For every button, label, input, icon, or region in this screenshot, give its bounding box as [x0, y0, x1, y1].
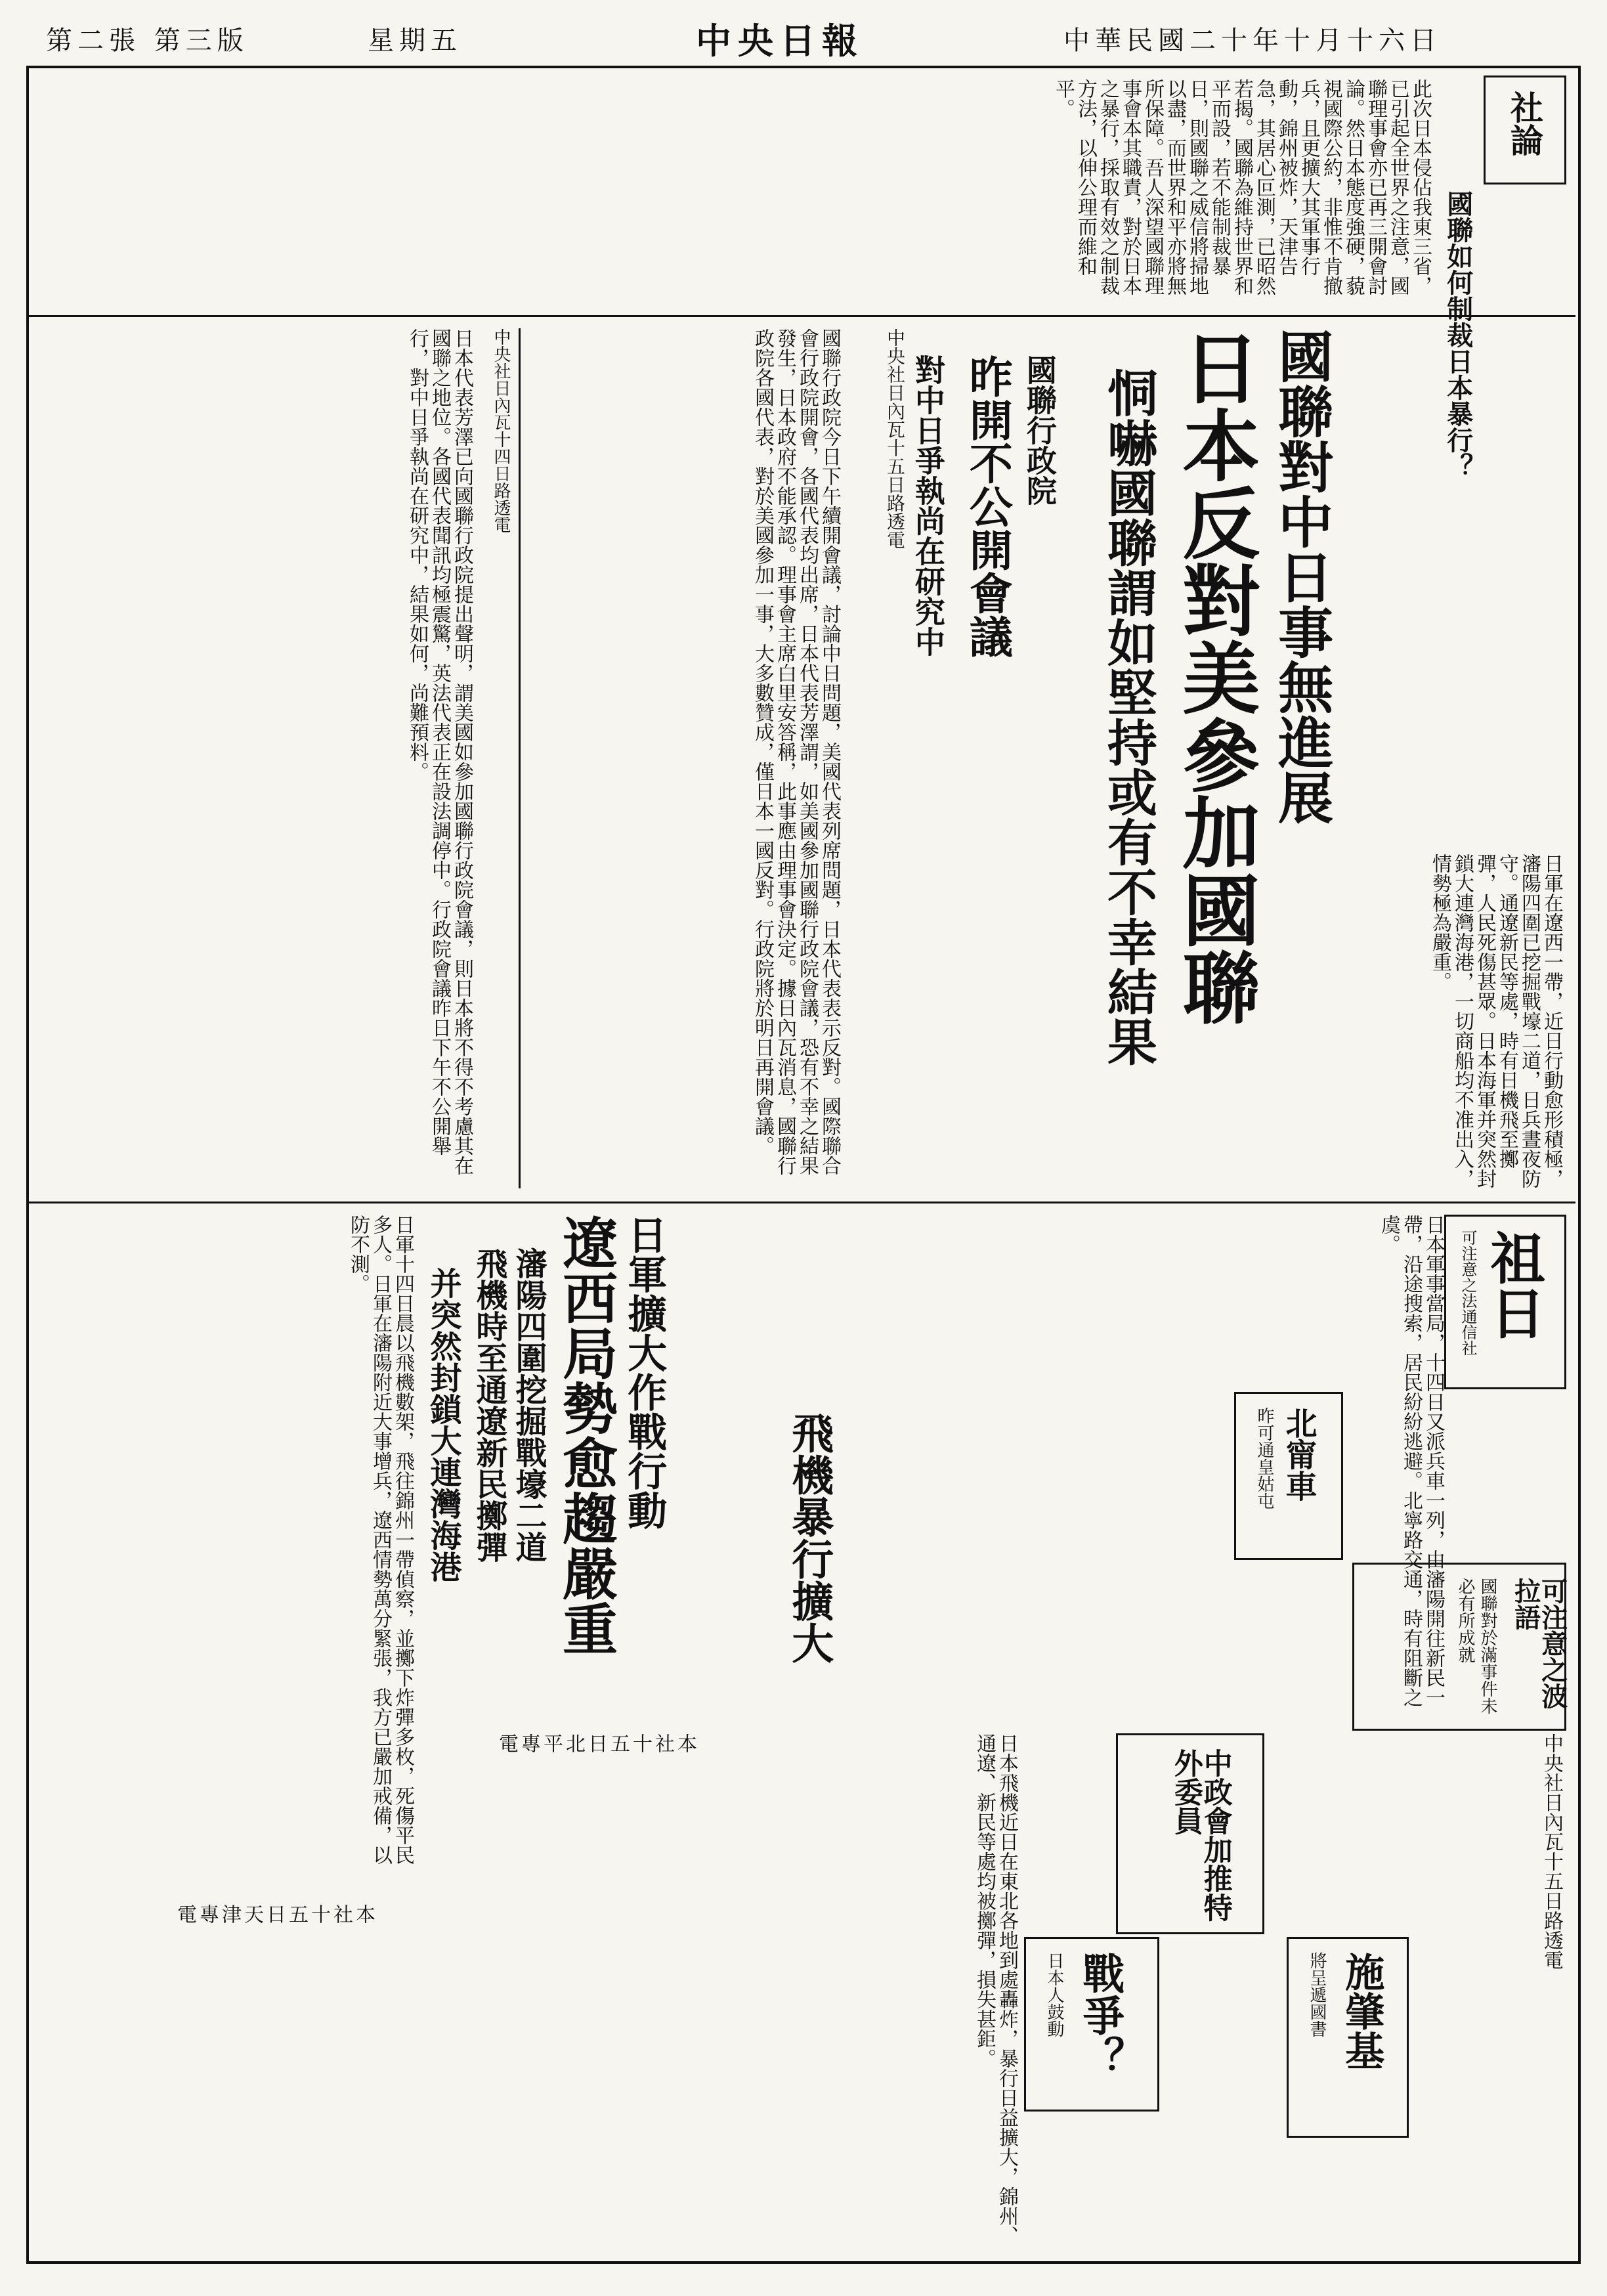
- headline-side1: 國聯行政院: [1021, 355, 1058, 506]
- right-h4: 中政會加推特外委員: [1168, 1748, 1232, 1922]
- right-h5: 戰爭？: [1075, 1952, 1125, 2078]
- article-b-dateline: 中央社日內瓦十四日路透電: [491, 328, 511, 533]
- editorial-body: 此次日本侵佔我東三省，已引起全世界之注意，國聯理事會亦已再三開會討論。然日本態度強硬，藐視國際公約，非惟不肯撤兵，且更擴大其軍事行動，錦州被炸，天津告急，其居心叵測，已昭然若揭。國聯為維持世界和平而設，若不能制裁暴日，則國聯之威信將掃地以盡，而世界和平亦將無所保障。吾人深望國聯理事會本其職責，對於日本之暴行，採取有效之制裁方法，以伸公理而維和平。: [1052, 79, 1432, 295]
- article-d-dateline: 本社十五日天津專電: [173, 1904, 375, 1924]
- article-c-body: 日軍在遼西一帶，近日行動愈形積極，瀋陽四圍已挖掘戰壕二道，日兵晝夜防守。通遼新民等處，時有日機飛至擲彈，人民死傷甚眾。日本海軍并突然封鎖大連灣海港，一切商船均不准出入，情勢極為嚴重。: [1428, 854, 1563, 1188]
- editorial-label-box: [1484, 76, 1566, 184]
- editorial-title: 國聯如何制裁日本暴行？: [1442, 190, 1474, 479]
- article-e-body: 日本軍事當局，十四日又派兵車一列，由瀋陽開往新民一帶，沿途搜索，居民紛紛逃避。北寧路交通，時有阻斷之虞。: [1377, 1215, 1445, 1707]
- article-a-dateline: 中央社日內瓦十五日路透電: [884, 328, 906, 549]
- main-headline: 日本反對美參加國聯: [1169, 328, 1261, 1026]
- divider-upper: [26, 315, 1575, 317]
- right-h6: 施肇基: [1339, 1952, 1385, 2070]
- air-body: 日本飛機近日在東北各地到處轟炸，暴行日益擴大，錦州、通遼、新民等處均被擲彈，損失甚鉅。: [973, 1733, 1018, 2245]
- air-headline: 飛機暴行擴大: [784, 1412, 834, 1664]
- right-h2-sub: 昨可通皇姑屯: [1254, 1407, 1274, 1509]
- right-box-4: [1116, 1733, 1264, 1934]
- article-b-body: 日本代表芳澤已向國聯行政院提出聲明，謂美國如參加國聯行政院會議，則日本將不得不考慮其在國聯之地位。各國代表聞訊均極震驚，英法代表正在設法調停中。行政院會議昨日下午不公開舉行，對中日爭執尚在研究中，結果如何，尚難預料。: [406, 328, 473, 1175]
- right-h5-sub: 日本人鼓動: [1044, 1952, 1064, 2037]
- right-h6-sub: 將呈遞國書: [1307, 1952, 1327, 2037]
- editorial-label: 社論: [1505, 91, 1544, 156]
- edition-label: 第二張 第三版: [46, 26, 249, 56]
- article-a-body: 國聯行政院今日下午續開會議，討論中日問題，美國代表列席問題，日本代表表示反對。國際聯合會行政院開會，各國代表均出席，日本代表芳澤謂，如美國參加國聯行政院會議，恐有不幸之結果發生，日本政府不能承認。理事會主席白里安答稱，此事應由理事會決定。據日內瓦消息，國聯行政院各國代表，對於美國參加一事，大多數贊成，僅日本一國反對。行政院將於明日再開會議。: [751, 328, 841, 1175]
- right-box-6: [1287, 1937, 1409, 2138]
- divider-middle: [26, 1202, 1575, 1203]
- ne-headline-4: 飛機時至通遼新民擲彈: [470, 1247, 507, 1563]
- ne-headline-3: 瀋陽四圍挖掘戰壕二道: [509, 1247, 547, 1563]
- article-e-dateline: 本社十五日北平專電: [495, 1733, 696, 1753]
- right-h1: 祖日: [1481, 1230, 1547, 1340]
- right-box-5: [1024, 1937, 1159, 2112]
- right-box-2: [1234, 1392, 1343, 1560]
- ne-headline-1: 日軍擴大作戰行動: [621, 1215, 668, 1530]
- right-h1-sub: 可注意之法通信社: [1459, 1230, 1477, 1356]
- right-h2: 北甯車: [1279, 1407, 1317, 1502]
- headline-side2: 昨開不公開會議: [962, 355, 1014, 658]
- right-h3-sub: 國聯對於滿事件未必有所成就: [1455, 1578, 1497, 1714]
- divider-vertical: [519, 328, 521, 1188]
- ne-headline-2: 遼西局勢愈趨嚴重: [553, 1215, 619, 1656]
- weekday-label: 星期五: [368, 26, 462, 56]
- right-box-3: [1352, 1563, 1566, 1731]
- headline-side3: 對中日爭執尚在研究中: [910, 355, 946, 657]
- article-c-extra: 日軍十四日晨以飛機數架，飛往錦州一帶偵察，並擲下炸彈多枚，死傷平民多人。日軍在瀋陽附近大事增兵，遼西情勢萬分緊張，我方已嚴加戒備，以防不測。: [347, 1215, 414, 1865]
- headline-sub: 恫嚇國聯謂如堅持或有不幸結果: [1099, 368, 1158, 1066]
- date-label: 中華民國二十年十月十六日: [1063, 26, 1442, 56]
- article-b-dateline-lower: 中央社日內瓦十五日路透電: [1540, 1733, 1563, 1970]
- headline-kicker: 國聯對中日事無進展: [1269, 328, 1335, 825]
- ne-headline-5: 并突然封鎖大連灣海港: [424, 1267, 461, 1582]
- right-h3: 可注意之波拉語: [1510, 1578, 1568, 1709]
- paper-name: 中央日報: [696, 20, 864, 62]
- right-box-1: [1444, 1215, 1566, 1389]
